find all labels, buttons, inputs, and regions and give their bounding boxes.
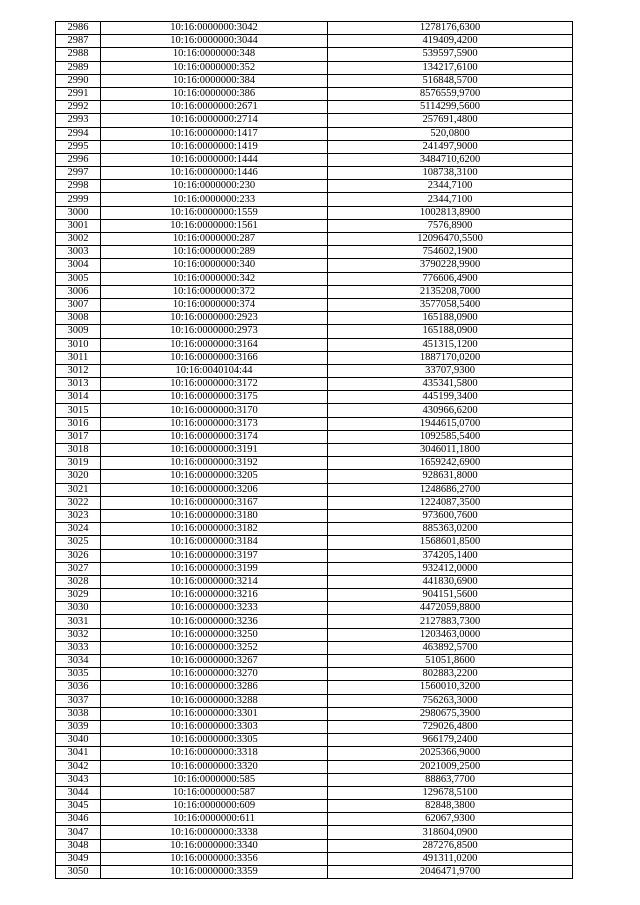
value-cell: 973600,7600 bbox=[328, 509, 573, 522]
cadastral-number-cell: 10:16:0000000:2671 bbox=[101, 101, 328, 114]
row-number-cell: 3043 bbox=[56, 773, 101, 786]
table-row bbox=[56, 127, 573, 140]
row-number-cell: 3028 bbox=[56, 575, 101, 588]
value-cell: 516848,5700 bbox=[328, 74, 573, 87]
cadastral-number-cell: 10:16:0000000:372 bbox=[101, 285, 328, 298]
cadastral-number-cell: 10:16:0000000:3236 bbox=[101, 615, 328, 628]
row-number-cell: 3033 bbox=[56, 641, 101, 654]
value-cell: 729026,4800 bbox=[328, 720, 573, 733]
table-row bbox=[56, 813, 573, 826]
row-number-cell: 2988 bbox=[56, 48, 101, 61]
table-row bbox=[56, 114, 573, 127]
cadastral-number-cell: 10:16:0000000:3206 bbox=[101, 483, 328, 496]
row-number-cell: 3014 bbox=[56, 391, 101, 404]
table-row bbox=[56, 48, 573, 61]
cadastral-number-cell: 10:16:0000000:3205 bbox=[101, 470, 328, 483]
row-number-cell: 3008 bbox=[56, 312, 101, 325]
table-row bbox=[56, 694, 573, 707]
cadastral-number-cell: 10:16:0000000:585 bbox=[101, 773, 328, 786]
value-cell: 7576,8900 bbox=[328, 219, 573, 232]
row-number-cell: 3023 bbox=[56, 509, 101, 522]
cadastral-number-cell: 10:16:0000000:3192 bbox=[101, 457, 328, 470]
value-cell: 374205,1400 bbox=[328, 549, 573, 562]
table-row bbox=[56, 74, 573, 87]
cadastral-number-cell: 10:16:0000000:342 bbox=[101, 272, 328, 285]
cadastral-number-cell: 10:16:0000000:3166 bbox=[101, 351, 328, 364]
table-row bbox=[56, 773, 573, 786]
row-number-cell: 3019 bbox=[56, 457, 101, 470]
value-cell: 520,0800 bbox=[328, 127, 573, 140]
cadastral-number-cell: 10:16:0000000:3173 bbox=[101, 417, 328, 430]
value-cell: 8576559,9700 bbox=[328, 87, 573, 100]
cadastral-number-cell: 10:16:0000000:384 bbox=[101, 74, 328, 87]
value-cell: 756263,3000 bbox=[328, 694, 573, 707]
value-cell: 1560010,3200 bbox=[328, 681, 573, 694]
cadastral-number-cell: 10:16:0000000:2973 bbox=[101, 325, 328, 338]
cadastral-number-cell: 10:16:0000000:3167 bbox=[101, 496, 328, 509]
value-cell: 165188,0900 bbox=[328, 312, 573, 325]
row-number-cell: 3025 bbox=[56, 536, 101, 549]
row-number-cell: 3037 bbox=[56, 694, 101, 707]
table-row bbox=[56, 760, 573, 773]
value-cell: 88863,7700 bbox=[328, 773, 573, 786]
row-number-cell: 3026 bbox=[56, 549, 101, 562]
cadastral-number-cell: 10:16:0000000:2714 bbox=[101, 114, 328, 127]
row-number-cell: 2997 bbox=[56, 167, 101, 180]
cadastral-number-cell: 10:16:0000000:3286 bbox=[101, 681, 328, 694]
value-cell: 932412,0000 bbox=[328, 562, 573, 575]
value-cell: 2046471,9700 bbox=[328, 866, 573, 879]
table-row bbox=[56, 483, 573, 496]
cadastral-number-cell: 10:16:0000000:1419 bbox=[101, 140, 328, 153]
table-row bbox=[56, 496, 573, 509]
row-number-cell: 3007 bbox=[56, 298, 101, 311]
row-number-cell: 3020 bbox=[56, 470, 101, 483]
row-number-cell: 2990 bbox=[56, 74, 101, 87]
table-row bbox=[56, 193, 573, 206]
cadastral-number-cell: 10:16:0000000:3044 bbox=[101, 35, 328, 48]
row-number-cell: 3006 bbox=[56, 285, 101, 298]
cadastral-number-cell: 10:16:0000000:3233 bbox=[101, 602, 328, 615]
row-number-cell: 3021 bbox=[56, 483, 101, 496]
row-number-cell: 2986 bbox=[56, 22, 101, 35]
row-number-cell: 3027 bbox=[56, 562, 101, 575]
cadastral-number-cell: 10:16:0000000:1444 bbox=[101, 153, 328, 166]
table-row bbox=[56, 285, 573, 298]
row-number-cell: 3032 bbox=[56, 628, 101, 641]
row-number-cell: 3041 bbox=[56, 747, 101, 760]
data-table bbox=[55, 21, 573, 879]
cadastral-number-cell: 10:16:0000000:3199 bbox=[101, 562, 328, 575]
row-number-cell: 2991 bbox=[56, 87, 101, 100]
value-cell: 165188,0900 bbox=[328, 325, 573, 338]
table-row bbox=[56, 351, 573, 364]
table-row bbox=[56, 298, 573, 311]
table-row bbox=[56, 312, 573, 325]
cadastral-number-cell: 10:16:0000000:3303 bbox=[101, 720, 328, 733]
table-row bbox=[56, 391, 573, 404]
row-number-cell: 3024 bbox=[56, 523, 101, 536]
value-cell: 12096470,5500 bbox=[328, 233, 573, 246]
cadastral-number-cell: 10:16:0000000:3174 bbox=[101, 430, 328, 443]
row-number-cell: 3038 bbox=[56, 707, 101, 720]
cadastral-number-cell: 10:16:0000000:3252 bbox=[101, 641, 328, 654]
value-cell: 2021009,2500 bbox=[328, 760, 573, 773]
value-cell: 419409,4200 bbox=[328, 35, 573, 48]
row-number-cell: 3022 bbox=[56, 496, 101, 509]
table-row bbox=[56, 786, 573, 799]
row-number-cell: 3029 bbox=[56, 589, 101, 602]
cadastral-number-cell: 10:16:0000000:3170 bbox=[101, 404, 328, 417]
table-row bbox=[56, 747, 573, 760]
row-number-cell: 3018 bbox=[56, 444, 101, 457]
row-number-cell: 3010 bbox=[56, 338, 101, 351]
row-number-cell: 3049 bbox=[56, 852, 101, 865]
table-row bbox=[56, 417, 573, 430]
row-number-cell: 3015 bbox=[56, 404, 101, 417]
cadastral-number-cell: 10:16:0000000:348 bbox=[101, 48, 328, 61]
value-cell: 1092585,5400 bbox=[328, 430, 573, 443]
table-row bbox=[56, 430, 573, 443]
table-row bbox=[56, 628, 573, 641]
cadastral-number-cell: 10:16:0000000:3042 bbox=[101, 22, 328, 35]
table-body bbox=[56, 22, 573, 879]
value-cell: 134217,6100 bbox=[328, 61, 573, 74]
row-number-cell: 3005 bbox=[56, 272, 101, 285]
cadastral-number-cell: 10:16:0000000:289 bbox=[101, 246, 328, 259]
value-cell: 928631,8000 bbox=[328, 470, 573, 483]
table-row bbox=[56, 404, 573, 417]
table-row bbox=[56, 615, 573, 628]
row-number-cell: 3047 bbox=[56, 826, 101, 839]
table-row bbox=[56, 707, 573, 720]
cadastral-number-cell: 10:16:0000000:3301 bbox=[101, 707, 328, 720]
cadastral-number-cell: 10:16:0000000:3267 bbox=[101, 655, 328, 668]
table-row bbox=[56, 219, 573, 232]
cadastral-number-cell: 10:16:0000000:1561 bbox=[101, 219, 328, 232]
row-number-cell: 2993 bbox=[56, 114, 101, 127]
cadastral-number-cell: 10:16:0000000:3320 bbox=[101, 760, 328, 773]
cadastral-number-cell: 10:16:0000000:3216 bbox=[101, 589, 328, 602]
cadastral-number-cell: 10:16:0000000:233 bbox=[101, 193, 328, 206]
value-cell: 3484710,6200 bbox=[328, 153, 573, 166]
cadastral-number-cell: 10:16:0000000:1417 bbox=[101, 127, 328, 140]
value-cell: 129678,5100 bbox=[328, 786, 573, 799]
row-number-cell: 3042 bbox=[56, 760, 101, 773]
cadastral-number-cell: 10:16:0000000:3164 bbox=[101, 338, 328, 351]
table-row bbox=[56, 720, 573, 733]
value-cell: 3790228,9900 bbox=[328, 259, 573, 272]
table-row bbox=[56, 180, 573, 193]
cadastral-number-cell: 10:16:0000000:609 bbox=[101, 800, 328, 813]
table-row bbox=[56, 206, 573, 219]
cadastral-number-cell: 10:16:0000000:340 bbox=[101, 259, 328, 272]
row-number-cell: 3030 bbox=[56, 602, 101, 615]
value-cell: 1887170,0200 bbox=[328, 351, 573, 364]
row-number-cell: 3046 bbox=[56, 813, 101, 826]
cadastral-number-cell: 10:16:0000000:3305 bbox=[101, 734, 328, 747]
table-row bbox=[56, 338, 573, 351]
cadastral-number-cell: 10:16:0000000:3340 bbox=[101, 839, 328, 852]
table-row bbox=[56, 364, 573, 377]
cadastral-number-cell: 10:16:0000000:587 bbox=[101, 786, 328, 799]
value-cell: 82848,3800 bbox=[328, 800, 573, 813]
table-row bbox=[56, 826, 573, 839]
value-cell: 1002813,8900 bbox=[328, 206, 573, 219]
table-row bbox=[56, 140, 573, 153]
table-row bbox=[56, 562, 573, 575]
table-row bbox=[56, 101, 573, 114]
table-row bbox=[56, 325, 573, 338]
table-row bbox=[56, 800, 573, 813]
cadastral-number-cell: 10:16:0000000:230 bbox=[101, 180, 328, 193]
table-row bbox=[56, 839, 573, 852]
table-row bbox=[56, 272, 573, 285]
value-cell: 904151,5600 bbox=[328, 589, 573, 602]
cadastral-number-cell: 10:16:0000000:3175 bbox=[101, 391, 328, 404]
table-row bbox=[56, 589, 573, 602]
value-cell: 318604,0900 bbox=[328, 826, 573, 839]
table-row bbox=[56, 470, 573, 483]
cadastral-number-cell: 10:16:0000000:3197 bbox=[101, 549, 328, 562]
value-cell: 33707,9300 bbox=[328, 364, 573, 377]
value-cell: 463892,5700 bbox=[328, 641, 573, 654]
value-cell: 539597,5900 bbox=[328, 48, 573, 61]
table-row bbox=[56, 641, 573, 654]
row-number-cell: 3009 bbox=[56, 325, 101, 338]
value-cell: 62067,9300 bbox=[328, 813, 573, 826]
row-number-cell: 3000 bbox=[56, 206, 101, 219]
value-cell: 445199,3400 bbox=[328, 391, 573, 404]
table-row bbox=[56, 655, 573, 668]
row-number-cell: 3044 bbox=[56, 786, 101, 799]
value-cell: 241497,9000 bbox=[328, 140, 573, 153]
value-cell: 1659242,6900 bbox=[328, 457, 573, 470]
row-number-cell: 3003 bbox=[56, 246, 101, 259]
row-number-cell: 3031 bbox=[56, 615, 101, 628]
table-row bbox=[56, 35, 573, 48]
table-row bbox=[56, 575, 573, 588]
table-row bbox=[56, 734, 573, 747]
row-number-cell: 2995 bbox=[56, 140, 101, 153]
cadastral-number-cell: 10:16:0000000:3288 bbox=[101, 694, 328, 707]
value-cell: 754602,1900 bbox=[328, 246, 573, 259]
table-row bbox=[56, 444, 573, 457]
value-cell: 1568601,8500 bbox=[328, 536, 573, 549]
value-cell: 1278176,6300 bbox=[328, 22, 573, 35]
value-cell: 3046011,1800 bbox=[328, 444, 573, 457]
table-row bbox=[56, 22, 573, 35]
row-number-cell: 3004 bbox=[56, 259, 101, 272]
value-cell: 2980675,3900 bbox=[328, 707, 573, 720]
row-number-cell: 2996 bbox=[56, 153, 101, 166]
cadastral-number-cell: 10:16:0000000:3250 bbox=[101, 628, 328, 641]
table-row bbox=[56, 246, 573, 259]
row-number-cell: 2999 bbox=[56, 193, 101, 206]
value-cell: 1203463,0000 bbox=[328, 628, 573, 641]
value-cell: 5114299,5600 bbox=[328, 101, 573, 114]
value-cell: 1248686,2700 bbox=[328, 483, 573, 496]
value-cell: 2135208,7000 bbox=[328, 285, 573, 298]
value-cell: 2025366,9000 bbox=[328, 747, 573, 760]
cadastral-number-cell: 10:16:0000000:374 bbox=[101, 298, 328, 311]
row-number-cell: 3040 bbox=[56, 734, 101, 747]
value-cell: 435341,5800 bbox=[328, 378, 573, 391]
value-cell: 966179,2400 bbox=[328, 734, 573, 747]
value-cell: 2344,7100 bbox=[328, 193, 573, 206]
cadastral-number-cell: 10:16:0000000:3318 bbox=[101, 747, 328, 760]
value-cell: 451315,1200 bbox=[328, 338, 573, 351]
table-row bbox=[56, 378, 573, 391]
cadastral-number-cell: 10:16:0000000:3184 bbox=[101, 536, 328, 549]
value-cell: 885363,0200 bbox=[328, 523, 573, 536]
table-row bbox=[56, 153, 573, 166]
table-row bbox=[56, 523, 573, 536]
row-number-cell: 3039 bbox=[56, 720, 101, 733]
table-row bbox=[56, 852, 573, 865]
row-number-cell: 3012 bbox=[56, 364, 101, 377]
value-cell: 802883,2200 bbox=[328, 668, 573, 681]
value-cell: 441830,6900 bbox=[328, 575, 573, 588]
value-cell: 4472059,8800 bbox=[328, 602, 573, 615]
table-row bbox=[56, 61, 573, 74]
cadastral-number-cell: 10:16:0000000:3359 bbox=[101, 866, 328, 879]
table-row bbox=[56, 549, 573, 562]
table-row bbox=[56, 866, 573, 879]
table-row bbox=[56, 167, 573, 180]
cadastral-number-cell: 10:16:0000000:386 bbox=[101, 87, 328, 100]
cadastral-number-cell: 10:16:0000000:3182 bbox=[101, 523, 328, 536]
table-row bbox=[56, 668, 573, 681]
value-cell: 257691,4800 bbox=[328, 114, 573, 127]
value-cell: 491311,0200 bbox=[328, 852, 573, 865]
table-row bbox=[56, 233, 573, 246]
value-cell: 2344,7100 bbox=[328, 180, 573, 193]
cadastral-number-cell: 10:16:0000000:2923 bbox=[101, 312, 328, 325]
row-number-cell: 3045 bbox=[56, 800, 101, 813]
table-row bbox=[56, 602, 573, 615]
cadastral-number-cell: 10:16:0000000:3191 bbox=[101, 444, 328, 457]
value-cell: 287276,8500 bbox=[328, 839, 573, 852]
row-number-cell: 2992 bbox=[56, 101, 101, 114]
cadastral-number-cell: 10:16:0000000:1559 bbox=[101, 206, 328, 219]
row-number-cell: 3016 bbox=[56, 417, 101, 430]
cadastral-number-cell: 10:16:0000000:3214 bbox=[101, 575, 328, 588]
row-number-cell: 2998 bbox=[56, 180, 101, 193]
cadastral-number-cell: 10:16:0000000:3270 bbox=[101, 668, 328, 681]
cadastral-number-cell: 10:16:0040104:44 bbox=[101, 364, 328, 377]
row-number-cell: 2994 bbox=[56, 127, 101, 140]
table-row bbox=[56, 259, 573, 272]
value-cell: 1224087,3500 bbox=[328, 496, 573, 509]
row-number-cell: 3035 bbox=[56, 668, 101, 681]
row-number-cell: 3013 bbox=[56, 378, 101, 391]
cadastral-number-cell: 10:16:0000000:1446 bbox=[101, 167, 328, 180]
row-number-cell: 3048 bbox=[56, 839, 101, 852]
row-number-cell: 3017 bbox=[56, 430, 101, 443]
row-number-cell: 3011 bbox=[56, 351, 101, 364]
row-number-cell: 3001 bbox=[56, 219, 101, 232]
row-number-cell: 3002 bbox=[56, 233, 101, 246]
cadastral-number-cell: 10:16:0000000:3356 bbox=[101, 852, 328, 865]
table-row bbox=[56, 87, 573, 100]
cadastral-number-cell: 10:16:0000000:352 bbox=[101, 61, 328, 74]
row-number-cell: 3036 bbox=[56, 681, 101, 694]
table-row bbox=[56, 536, 573, 549]
value-cell: 3577058,5400 bbox=[328, 298, 573, 311]
row-number-cell: 3050 bbox=[56, 866, 101, 879]
cadastral-number-cell: 10:16:0000000:3180 bbox=[101, 509, 328, 522]
table-row bbox=[56, 457, 573, 470]
value-cell: 430966,6200 bbox=[328, 404, 573, 417]
value-cell: 108738,3100 bbox=[328, 167, 573, 180]
cadastral-number-cell: 10:16:0000000:287 bbox=[101, 233, 328, 246]
value-cell: 2127883,7300 bbox=[328, 615, 573, 628]
row-number-cell: 3034 bbox=[56, 655, 101, 668]
value-cell: 1944615,0700 bbox=[328, 417, 573, 430]
value-cell: 776606,4900 bbox=[328, 272, 573, 285]
cadastral-number-cell: 10:16:0000000:3172 bbox=[101, 378, 328, 391]
table-row bbox=[56, 509, 573, 522]
cadastral-number-cell: 10:16:0000000:3338 bbox=[101, 826, 328, 839]
value-cell: 51051,8600 bbox=[328, 655, 573, 668]
cadastral-number-cell: 10:16:0000000:611 bbox=[101, 813, 328, 826]
row-number-cell: 2989 bbox=[56, 61, 101, 74]
table-row bbox=[56, 681, 573, 694]
row-number-cell: 2987 bbox=[56, 35, 101, 48]
